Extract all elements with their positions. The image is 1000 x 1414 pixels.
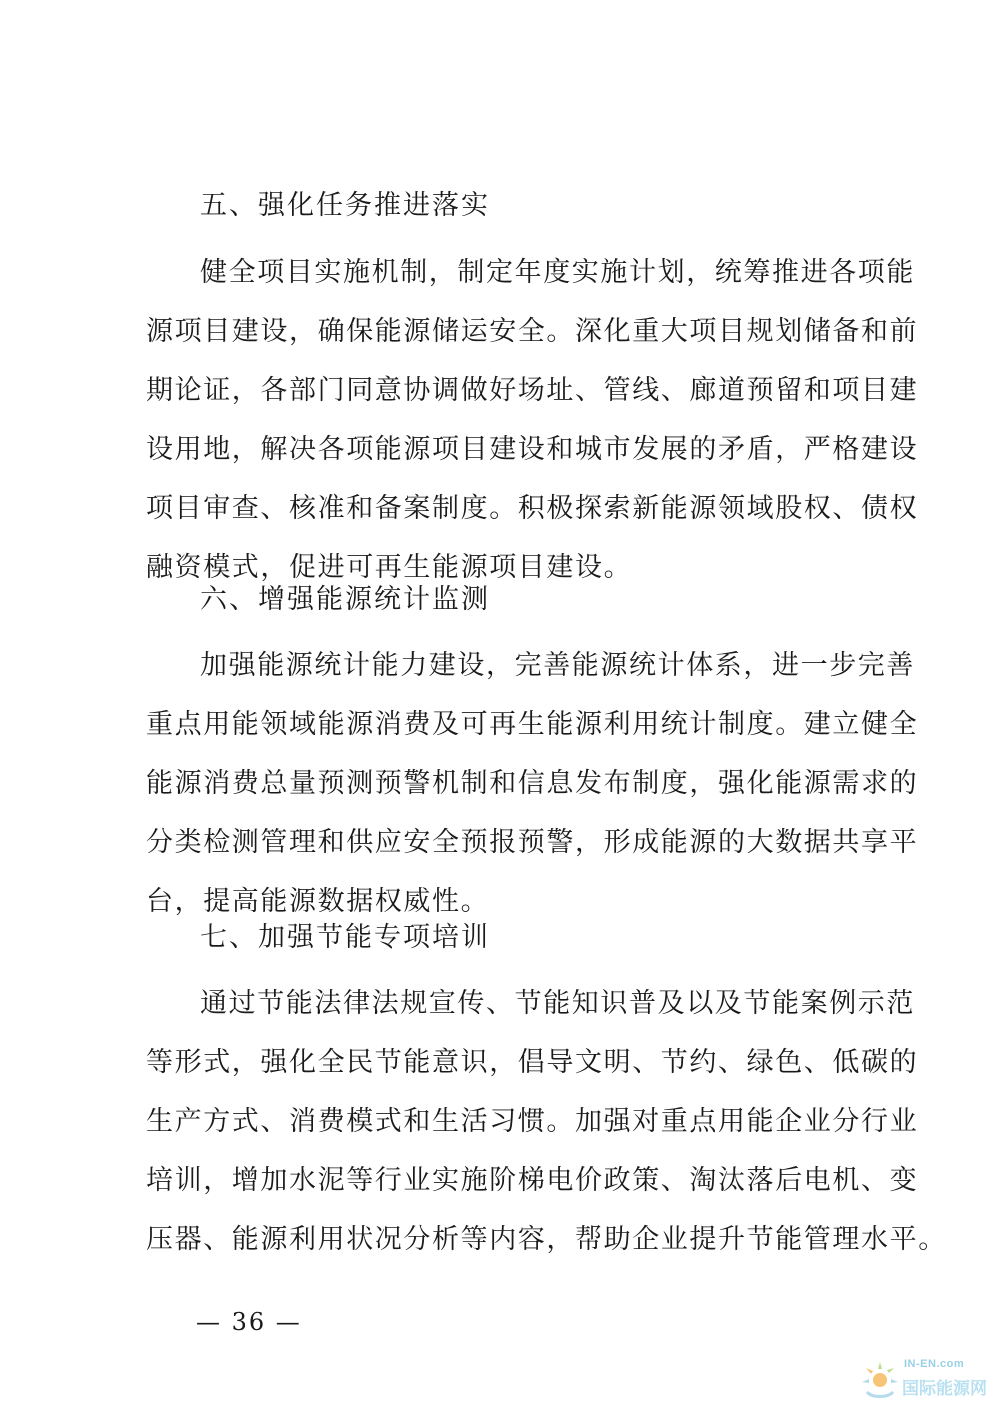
paragraph-line: 生产方式、消费模式和生活习惯。加强对重点用能企业分行业 bbox=[146, 1106, 919, 1137]
paragraph-line: 设用地，解决各项能源项目建设和城市发展的矛盾，严格建设 bbox=[146, 434, 919, 465]
section-paragraph-6 bbox=[146, 636, 919, 931]
paragraph-line: 能源消费总量预测预警机制和信息发布制度，强化能源需求的 bbox=[146, 768, 919, 799]
paragraph-line: 加强能源统计能力建设，完善能源统计体系，进一步完善 bbox=[200, 650, 915, 681]
watermark bbox=[858, 1352, 1000, 1414]
section-heading-6: 六、增强能源统计监测 bbox=[200, 584, 490, 615]
section-heading-7: 七、加强节能专项培训 bbox=[200, 922, 490, 953]
paragraph-line: 重点用能领域能源消费及可再生能源利用统计制度。建立健全 bbox=[146, 709, 919, 740]
paragraph-line: 健全项目实施机制，制定年度实施计划，统筹推进各项能 bbox=[200, 257, 915, 288]
paragraph-line: 培训，增加水泥等行业实施阶梯电价政策、淘汰落后电机、变 bbox=[146, 1165, 919, 1196]
watermark-site-name: 国际能源网 bbox=[902, 1379, 987, 1398]
paragraph-line: 期论证，各部门同意协调做好场址、管线、廊道预留和项目建 bbox=[146, 375, 919, 406]
paragraph-line: 融资模式，促进可再生能源项目建设。 bbox=[146, 552, 633, 583]
section-heading-5: 五、强化任务推进落实 bbox=[200, 190, 490, 221]
section-paragraph-5 bbox=[146, 243, 919, 597]
section-paragraph-7 bbox=[146, 974, 947, 1269]
watermark-domain-text: IN-EN.com bbox=[904, 1358, 965, 1370]
paragraph-line: 项目审查、核准和备案制度。积极探索新能源领域股权、债权 bbox=[146, 493, 919, 524]
paragraph-line: 压器、能源利用状况分析等内容，帮助企业提升节能管理水平。 bbox=[146, 1224, 947, 1255]
paragraph-line: 源项目建设，确保能源储运安全。深化重大项目规划储备和前 bbox=[146, 316, 919, 347]
paragraph-line: 台，提高能源数据权威性。 bbox=[146, 886, 490, 917]
sun-logo-icon bbox=[858, 1356, 902, 1400]
paragraph-line: 通过节能法律法规宣传、节能知识普及以及节能案例示范 bbox=[200, 988, 915, 1019]
paragraph-line: 等形式，强化全民节能意识，倡导文明、节约、绿色、低碳的 bbox=[146, 1047, 919, 1078]
paragraph-line: 分类检测管理和供应安全预报预警，形成能源的大数据共享平 bbox=[146, 827, 919, 858]
page-number: — 36 — bbox=[196, 1308, 302, 1336]
